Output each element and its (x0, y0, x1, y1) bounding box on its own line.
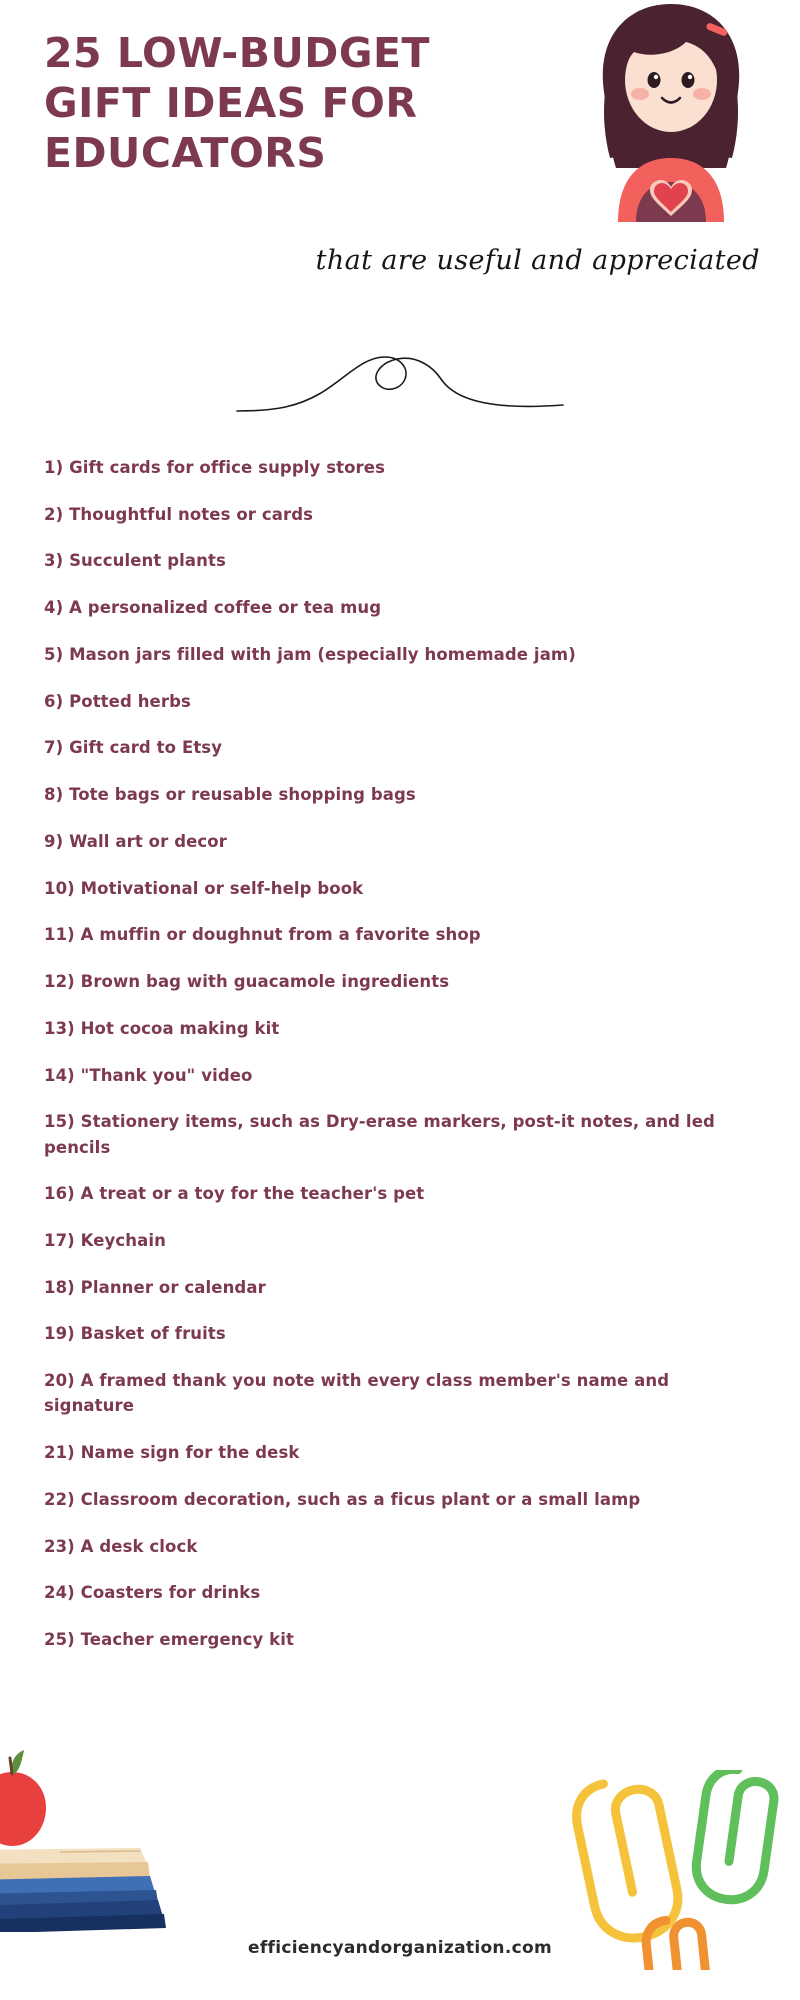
title-line-2: GIFT IDEAS FOR (44, 79, 418, 128)
girl-making-heart-illustration (566, 0, 776, 222)
list-item: 22) Classroom decoration, such as a ficus plant or a small lamp (44, 1489, 641, 1509)
header (44, 28, 564, 178)
title-line-1: 25 LOW-BUDGET (44, 29, 430, 77)
list-item: 7) Gift card to Etsy (44, 738, 223, 758)
page-subtitle: that are useful and appreciated (315, 245, 760, 276)
list-item: 11) A muffin or doughnut from a favorite shop (44, 925, 481, 945)
gift-ideas-list (44, 455, 744, 1674)
list-item: 6) Potted herbs (44, 691, 191, 711)
apple-on-books-illustration (0, 1742, 200, 1932)
list-item: 8) Tote bags or reusable shopping bags (44, 785, 416, 805)
list-item: 23) A desk clock (44, 1536, 198, 1556)
list-item: 21) Name sign for the desk (44, 1443, 300, 1463)
list-item: 3) Succulent plants (44, 551, 226, 571)
list-item: 1) Gift cards for office supply stores (44, 458, 386, 477)
footer-url: efficiencyandorganization.com (248, 1938, 552, 1958)
list-item: 13) Hot cocoa making kit (44, 1018, 280, 1038)
list-item: 4) A personalized coffee or tea mug (44, 598, 382, 618)
list-item: 14) "Thank you" video (44, 1065, 253, 1085)
list-item: 9) Wall art or decor (44, 831, 227, 851)
list-item: 17) Keychain (44, 1230, 166, 1250)
list-item: 10) Motivational or self-help book (44, 878, 364, 898)
list-item: 18) Planner or calendar (44, 1277, 266, 1297)
list-item: 12) Brown bag with guacamole ingredients (44, 972, 450, 992)
list-item: 24) Coasters for drinks (44, 1583, 261, 1603)
list-item: 15) Stationery items, such as Dry-erase markers, post-it notes, and led pencils (44, 1112, 715, 1157)
list-item: 2) Thoughtful notes or cards (44, 504, 314, 524)
title-line-3: EDUCATORS (44, 129, 327, 178)
page-title (44, 28, 564, 178)
list-item: 19) Basket of fruits (44, 1324, 226, 1344)
list-item: 20) A framed thank you note with every class member's name and signature (44, 1371, 670, 1416)
heart-line-divider (235, 345, 565, 420)
list-item: 16) A treat or a toy for the teacher's pet (44, 1184, 425, 1204)
list-item: 5) Mason jars filled with jam (especially homemade jam) (44, 644, 576, 664)
list-item: 25) Teacher emergency kit (44, 1630, 294, 1650)
